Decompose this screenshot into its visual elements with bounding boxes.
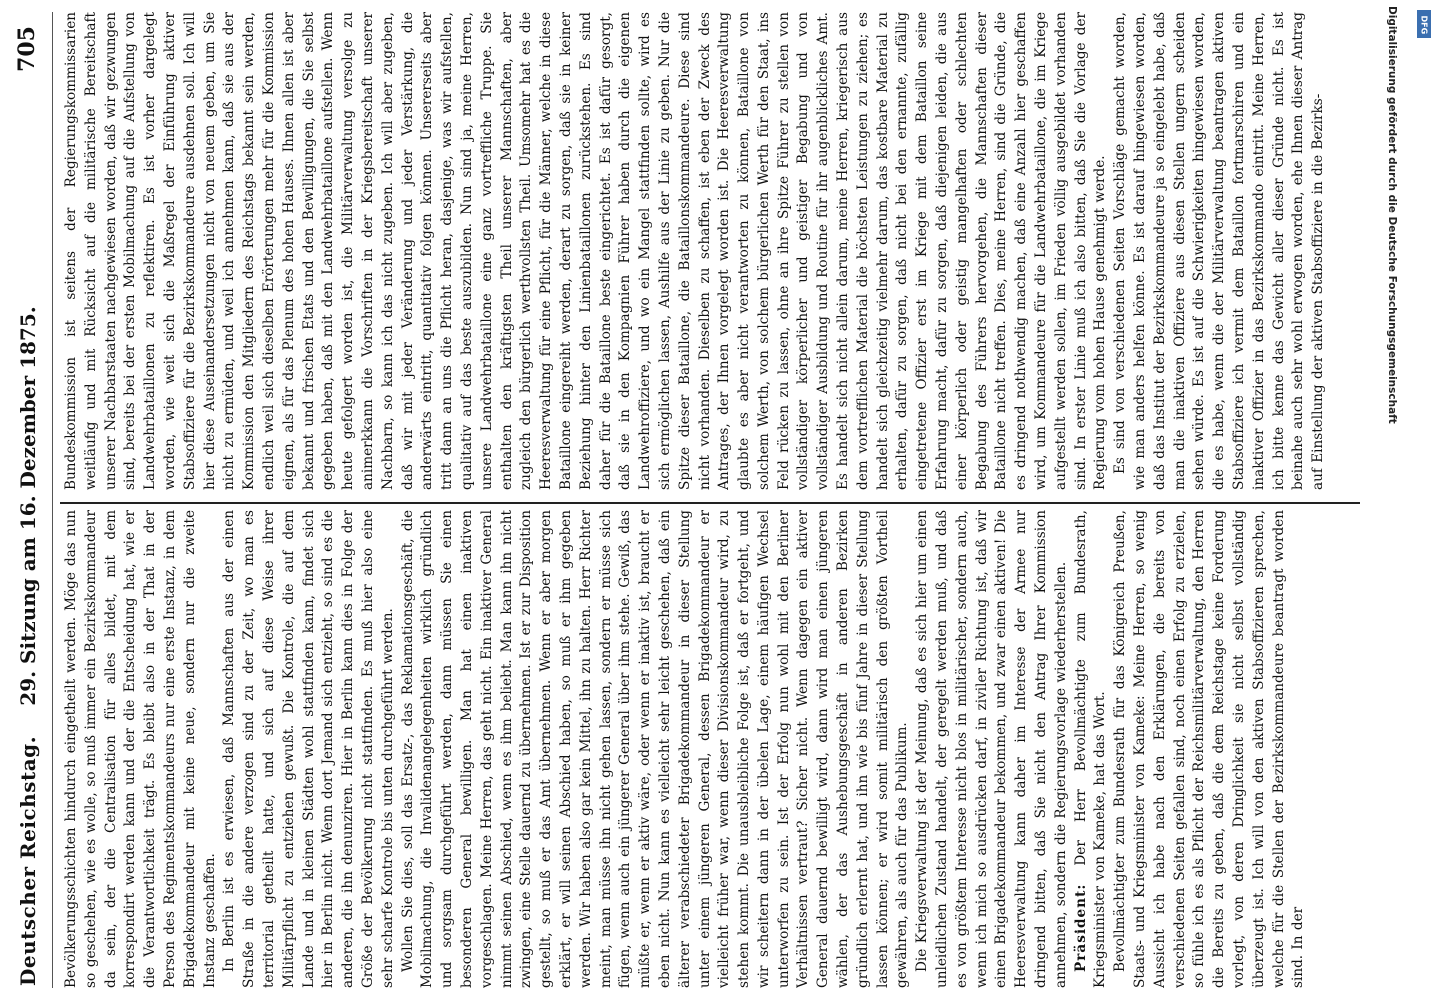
paragraph: Bevölkerungsschichten hindurch eingetheilt werden. Möge das nun so geschehen, wie es wolle, so muß immer ein Bezirkskommandeur da sein, der die Centralisation für alles bildet, mit dem korrespondirt werden kann und der die Entscheidung hat, wie er die Verantwortlichkeit trägt. Es bleibt also in der That in der Person des Regimentskommandeurs nur eine erste Instanz, in dem Brigadekommandeur mit keine neue, sondern nur die zweite Instanz geschaffen. bbox=[63, 510, 218, 988]
paragraph: Die Kriegsverwaltung ist der Meinung, daß es sich hier um einen unleidlichen Zustand handelt, der geregelt werden muß, und daß es von größtem Interesse nicht blos in militärischer, sondern auch, wenn ich mich so ausdrücken darf, in ziviler Richtung ist, daß wir einen Brigadekommandeur bekommen, und zwar einen aktiven! Die Heeresverwaltung kann daher im Interesse der Armee nur dringend bitten, daß Sie nicht den Antrag Ihrer Kommission annehmen, sondern die Regierungsvorlage wiederherstellen. bbox=[914, 510, 1069, 988]
text-column-right bbox=[62, 12, 1362, 490]
speaker-text: Der Herr Bevollmächtigte zum Bundesrath, Kriegsminister von Kameke, hat das Wort. bbox=[1072, 510, 1109, 988]
session-title: 29. Sitzung am 16. Dezember 1875. bbox=[16, 306, 40, 706]
paragraph: In Berlin ist es erwiesen, daß Mannschaften aus der einen Straße in die andere verzogen sind zu der Zeit, wo man es territorial getheilt hatte, und sich auf diese Weise ihrer Militärpflicht zu entziehen gewußt. Die Kontrole, die auf dem Lande und in kleinen Städten wohl stattfinden kann, findet sich hier in Berlin nicht. Wenn dort Jemand sich entzieht, so sind es die anderen, die ihn denunziren. Hier in Berlin kann dies in Folge der Größe der Bevölkerung nicht stattfinden. Es muß hier also eine sehr scharfe Kontrole bis unten durchgeführt werden. bbox=[221, 510, 396, 988]
digitization-credit bbox=[1378, 6, 1418, 706]
column-divider bbox=[60, 502, 1360, 504]
paragraph: Bevollmächtigter zum Bundesrath für das Königreich Preußen, Staats- und Kriegsminister von Kameke: Meine Herren, so wenig Aussicht ich habe nach den Erklärungen, die bereits von verschiedenen Seiten gefallen sind, noch einen Erfolg zu erzielen, so fühle ich es als Pflicht der Reichsmilitärverwaltung, den Herren die Bereits zu geben, daß die dem Reichstage keine Forderung vorlegt, von deren Dringlichkeit sie nicht selbst vollständig überzeugt ist. Ich will von den aktiven Stabsoffizieren sprechen, welche für die Stellen der Bezirkskommandeure beantragt worden sind. In der bbox=[1112, 510, 1307, 988]
page-header bbox=[8, 26, 50, 986]
logo-text: DFG bbox=[1419, 15, 1429, 35]
paragraph: Bundeskommission ist seitens der Regierungskommissarien weitläufig und mit Rücksicht auf die militärische Bereitschaft unserer Nachbarstaaten nachgewiesen worden, daß wir gezwungen sind, bereits bei der ersten Mobilmachung auf die Aufstellung von Landwehrbataillonen zu reflektiren. Es ist vorher dargelegt worden, wie weit sich die Maßregel der Einführung aktiver Stabsoffiziere für die Bezirkskommandeure ausdehnen soll. Ich will hier diese Auseinandersetzungen nicht von neuem geben, um Sie nicht zu ermüden, und weil ich annehmen kann, daß sie aus der Kommission den Mitgliedern des Reichstags bekannt sein werden, endlich weil sich dieselben Erörterungen mehr für die Kommission eignen, als für das Plenum des hohen Hauses. Ihnen allen ist aber bekannt und frischen Etats und den Bewilligungen, die Sie selbst gegeben haben, daß mit den Landwehrbataillone aufstellen. Wenn heute gefolgert worden ist, die Militärverwaltung versolge zu animerkkann die Vorschriften in der Kriegsbereitschaft unserer Nachbarn, so kann ich das nicht zugeben. Ich will aber zugeben, daß wir mit jeder Veränderung und jeder Verstärkung, die anderwärts eintritt, quantitativ folgen können. Unsererseits aber tritt dann an uns die Pflicht heran, dasjenige, was wir aufstellen, qualitativ auf das beste auszubilden. Nun sind ja, meine Herren, unsere Landwehrbataillone eine ganz vortreffliche Truppe. Sie enthalten den kräftigsten Theil unserer Mannschaften, aber zugleich den bürgerlich werthvollsten Theil. Umsomehr hat es die Heeresverwaltung für eine Pflicht, für die Männer, welche in diese Bataillone eingereiht werden, derart zu sorgen, daß sie in keiner Beziehung hinter den Linienbataillonen zurückstehen. Es sind daher für die Bataillone beste eingerichtet. Es ist dafür gesorgt, daß sie in den Kompagnien Führer haben durch die eigenen Landwehroffiziere, und wo ein Mangel stattfinden sollte, wird es sich ermöglichen lassen, Aushilfe aus der Linie zu geben. Nur die Spitze dieser Bataillone, die Bataillonskommandeure. Diese sind nicht vorhanden. Dieselben zu schaffen, ist eben der Zweck des Antrages, der Ihnen vorgelegt worden ist. Die Heeresverwaltung glaubte es aber nicht verantworten zu können, Bataillone von solchem Werth, von solchem bürgerlichen Werth für den Staat, ins Feld rücken zu lassen, ohne an ihre Spitze Führer zu stellen von vollständiger körperlicher und geistiger Begabung und von vollständiger Ausbildung und Routine für ihr augenblickliches Amt. Es handelt sich nicht allein darum, meine Herren, kriegerisch aus dem vortrefflichen Material die höchsten Leistungen zu ziehen; es handelt sich gleichzeitig vielmehr darum, das kostbare Material zu erhalten, dafür zu sorgen, daß nicht bei den ernannte, zufällig eingetretene Offizier erst im Kriege mit dem Bataillon seine Erfahrung macht, dafür zu sorgen, daß diejenigen leiden, die aus einer körperlich oder geistig mangelhaften oder schlechten Begabung des Führers hervorgehen, die Mannschaften dieser Bataillone nicht treffen. Dies, meine Herren, sind die Gründe, die es dringend nothwendig machen, daß eine Anzahl hier geschaffen wird, um Kommandeure für die Landwehrbataillone, die im Kriege aufgestellt werden sollen, im Frieden völlig ausgebildet vorhanden sind. In erster Linie muß ich also bitten, daß Sie die Vorlage der Regierung vom hohen Hause genehmigt werde. bbox=[63, 12, 1109, 490]
speaker-name: Präsident: bbox=[1072, 883, 1089, 972]
text-column-left bbox=[62, 510, 1362, 988]
credit-text: Digitalisierung gefördert durch die Deutsche Forschungsgemeinschaft bbox=[1386, 6, 1398, 424]
page-number: 705 bbox=[14, 26, 40, 72]
publication-title: Deutscher Reichstag. bbox=[16, 735, 40, 986]
paragraph: Es sind von verschiedenen Seiten Vorschläge gemacht worden, wie man anders helfen könne. Es ist darauf hingewiesen worden, daß das Institut der Bezirkskommandeure ja so eingelebt habe, daß man die inaktiven Offiziere aus diesen Stellen ungern scheiden sehen würde. Es ist auf die Schwierigkeiten hingewiesen worden, die es habe, wenn die der Militärverwaltung beantragen aktiven Stabsoffiziere ich vermit dem Bataillon fortmarschiren und ein inaktiver Offizier in das Bezirkskommando eintritt. Meine Herren, ich bitte kenne das Gewicht aller dieser Gründe nicht. Es ist beinahe auch sehr wohl erwogen worden, ehe Ihnen dieser Antrag auf Einstellung der aktiven Stabsoffiziere in die Bezirks- bbox=[1112, 12, 1327, 490]
paragraph: Wollen Sie dies, soll das Ersatz-, das Reklamationsgeschäft, die Mobilmachung, die Invalidenangelegenheiten wirklich gründlich und sorgsam durchgeführt werden, dann müssen Sie einen besonderen General bewilligen. Man hat einen inaktiven vorgeschlagen. Meine Herren, das geht nicht. Ein inaktiver General nimmt seinen Abschied, wenn es ihm beliebt. Man kann ihn nicht zwingen, eine Stelle dauernd zu übernehmen. Ist er zur Disposition gestellt, so muß er das Amt übernehmen. Wenn er aber morgen erklärt, er will seinen Abschied haben, so muß er ihm gegeben werden. Wir haben also gar kein Mittel, ihn zu halten. Herr Richter meint, man müsse ihn nicht gehen lassen, sondern er müsse sich fügen, wenn auch ein jüngerer General über ihm stehe. Gewiß, das müßte er, wenn er aktiv wäre, oder wenn er inaktiv ist, braucht er eben nicht. Nun kann es vielleicht sehr leicht geschehen, daß ein älterer verabschiedeter Brigadekommandeur in dieser Stellung unter einem jüngeren General, dessen Brigadekommandeur er vielleicht früher war, wenn dieser Divisionskommandeur wird, zu stehen kommt. Die unausbleibliche Folge ist, daß er fortgeht, und wir scheitern dann in der übelen Lage, einem häufigen Wechsel unterworfen zu sein. Ist der Erfolg nun wohl mit den Berliner Verhältnissen vertraut? Sicher nicht. Wenn dagegen ein aktiver General dauernd bewilligt wird, dann wird man einen jüngeren wählen, der das Aushebungsgeschäft in anderen Bezirken gründlich erlernt hat, und ihn wie bis fünf Jahre in dieser Stellung lassen können; er wird somit militärisch den größten Vortheil gewähren, als auch für das Publikum. bbox=[399, 510, 911, 988]
header-divider bbox=[52, 12, 53, 988]
speaker-paragraph bbox=[1072, 510, 1112, 988]
dfg-logo-icon bbox=[1417, 10, 1431, 38]
